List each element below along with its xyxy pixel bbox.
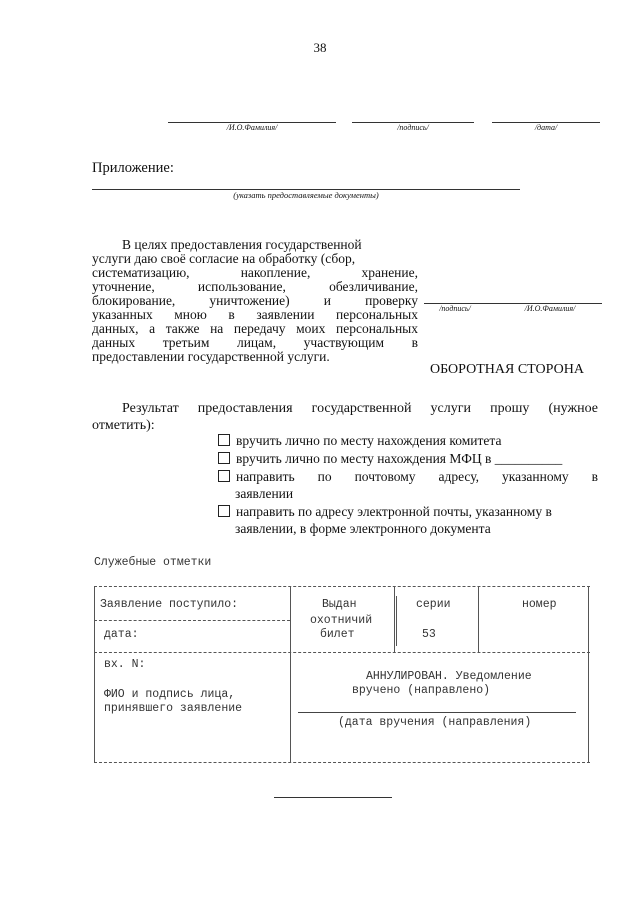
result-intro-line: Результат предоставления государственной услуги прошу (нужное	[122, 401, 598, 416]
number-label: номер	[522, 598, 557, 611]
official-marks-table	[94, 586, 590, 762]
consent-line: данных, а также на передачу моих персональных	[92, 321, 418, 336]
series-divider	[396, 596, 397, 646]
option-label: направить по почтовому адресу, указанному в	[236, 469, 598, 484]
table-col-divider	[394, 586, 395, 652]
table-divider	[94, 652, 590, 653]
table-divider	[94, 620, 290, 621]
option-in-person-mfc[interactable]	[218, 450, 598, 467]
fio-line1: ФИО и подпись лица,	[104, 688, 236, 701]
table-border-left	[94, 586, 95, 762]
checkbox[interactable]	[218, 470, 230, 482]
consent-line: систематизацию, накопление, хранение,	[92, 265, 418, 280]
issued-line3: билет	[320, 628, 355, 641]
name-caption: /И.О.Фамилия/	[226, 123, 278, 132]
consent-name-caption: /И.О.Фамилия/	[524, 304, 576, 313]
result-intro	[92, 400, 598, 434]
consent-line: блокирование, уничтожение) и проверку	[92, 293, 418, 308]
consent-line: В целях предоставления государственной	[122, 237, 362, 252]
in-number-label: вх. N:	[104, 658, 146, 671]
annulled-line1: АННУЛИРОВАН. Уведомление	[366, 670, 532, 683]
option-label: вручить лично по месту нахождения МФЦ в __________	[236, 451, 563, 466]
option-email[interactable]	[218, 503, 598, 537]
issued-line1: Выдан	[322, 598, 357, 611]
received-label: Заявление поступило:	[100, 598, 239, 611]
table-border-top	[94, 586, 590, 587]
page-number: 38	[313, 40, 327, 55]
option-postal[interactable]	[218, 468, 598, 502]
annulled-line2: вручено (направлено)	[352, 684, 491, 697]
reverse-side-heading: ОБОРОТНАЯ СТОРОНА	[430, 362, 584, 377]
attachment-label: Приложение:	[92, 160, 174, 176]
attachment-caption: (указать предоставляемые документы)	[233, 190, 379, 200]
consent-sign-caption: /подпись/	[439, 304, 471, 313]
official-marks-title: Служебные отметки	[94, 556, 212, 569]
issued-line2: охотничий	[310, 614, 373, 627]
option-label: направить по адресу электронной почты, указанному в	[236, 504, 552, 519]
option-label-cont: заявлении	[235, 486, 294, 501]
sign-caption: /подпись/	[397, 123, 429, 132]
table-col-divider	[290, 586, 291, 762]
checkbox[interactable]	[218, 434, 230, 446]
table-border-bottom	[94, 762, 590, 763]
date-caption: /дата/	[534, 123, 558, 132]
fio-line2: принявшего заявление	[104, 702, 243, 715]
consent-line: предоставлении государственной услуги.	[92, 349, 330, 364]
option-label-cont: заявлении, в форме электронного документа	[235, 521, 491, 536]
series-value: 53	[422, 628, 436, 641]
table-border-right	[588, 586, 589, 762]
checkbox[interactable]	[218, 505, 230, 517]
series-label: серии	[416, 598, 451, 611]
result-intro-line: отметить):	[92, 418, 155, 433]
bottom-line	[274, 797, 392, 798]
table-col-divider	[478, 586, 479, 652]
consent-line: указанных мною в заявлении персональных	[92, 307, 418, 322]
checkbox[interactable]	[218, 452, 230, 464]
option-in-person-committee[interactable]	[218, 432, 598, 449]
consent-line: уточнение, использование, обезличивание,	[92, 279, 418, 294]
consent-line: данных третьим лицам, участвующим в	[92, 335, 418, 350]
delivery-date-line	[298, 712, 576, 713]
consent-line: услуги даю своё согласие на обработку (сбор,	[92, 251, 356, 266]
delivery-caption: (дата вручения (направления)	[338, 716, 532, 729]
result-options	[218, 432, 598, 537]
consent-paragraph	[92, 238, 418, 364]
option-label: вручить лично по месту нахождения комитета	[236, 433, 502, 448]
date-label: дата:	[104, 628, 139, 641]
